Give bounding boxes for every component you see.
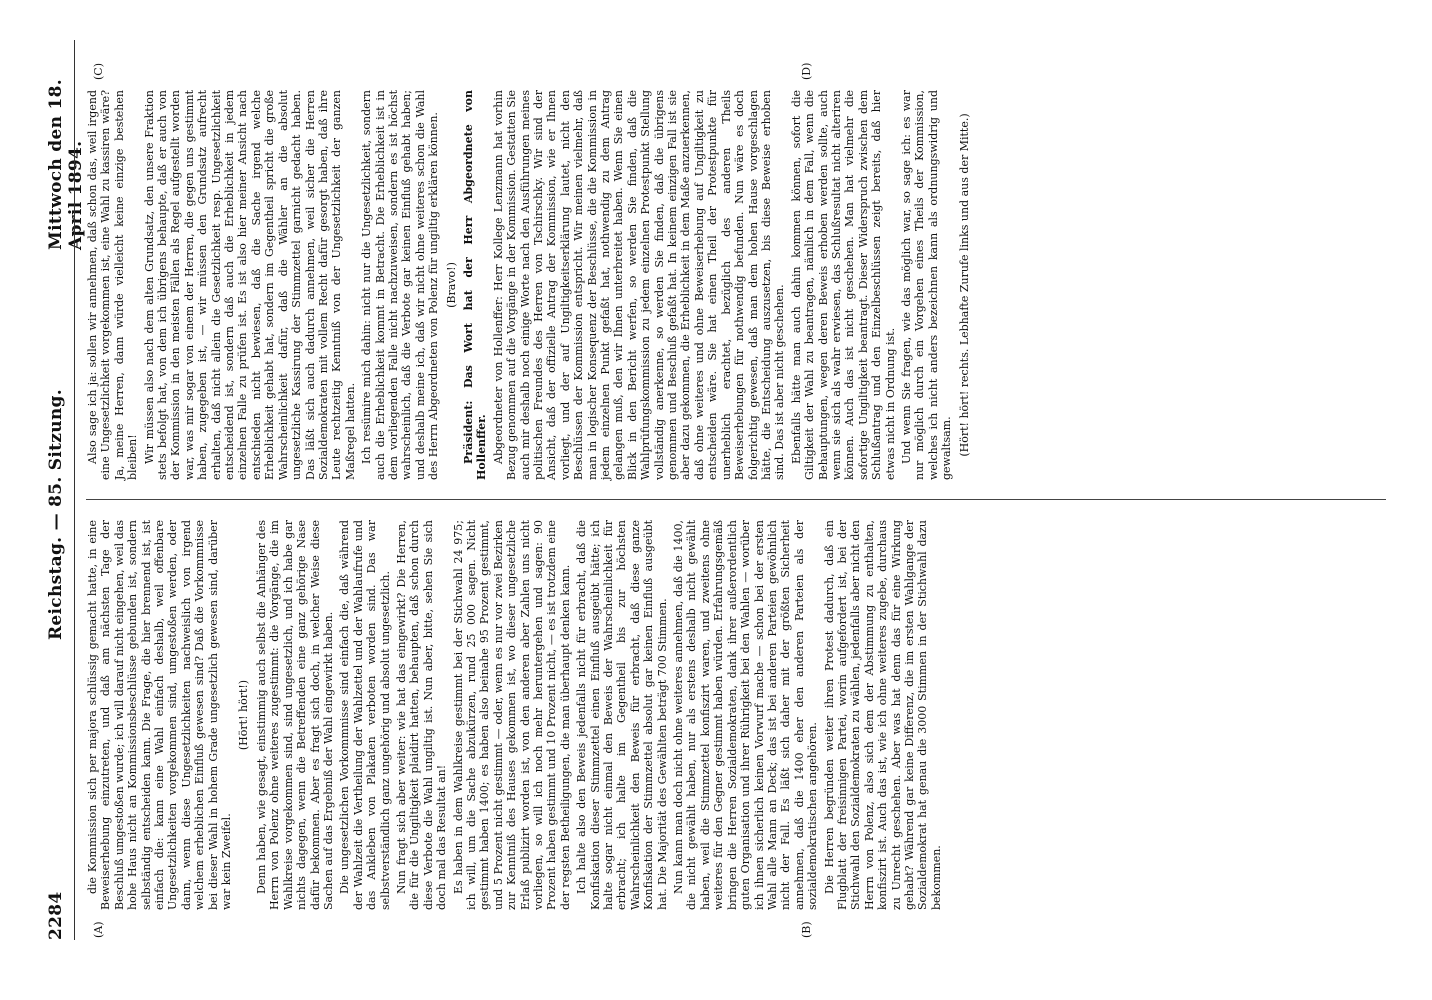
president-remark: Präsident: Das Wort hat der Herr Abgeordnete von Hollenffer.: [461, 90, 489, 480]
paragraph: Die Herren begründen weiter ihren Protest dadurch, daß ein Flugblatt der freisinnigen Partei, worin aufgefordert ist, bei der Stichwahl den Sozialdemokraten zu wählen, jedenfalls aber nicht den Herrn von Polenz, also sich dem der Abstimmung zu enthalten, konfiszirt ist. Auch das ist, wie ich ohne weiteres zugebe, durchaus zu Unrecht geschehen. Aber was hat denn das für eine Wirkung gehabt? Während gar keine Differenz, die im ersten Wahlgange der Sozialdemokrat hat genau die 3000 Stimmen in der Stichwahl dazu bekommen.: [822, 520, 943, 910]
paragraph: die Kommission sich per majora schlüssig gemacht hatte, in eine Beweiserhebung einzutreten, und daß am nächsten Tage der Beschluß umgestoßen wurde; ich will darauf nicht eingehen, weil das hohe Haus nicht an Kommissionsbeschlüsse gebunden ist, sondern selbständig entscheiden kann. Die Frage, die hier brennend ist, ist einfach die: kann eine Wahl einfach deshalb, weil offenbare Ungesetzlichkeiten vorgekommen sind, umgestoßen werden, oder dann, wenn diese Ungesetzlichkeiten nachweislich von irgend welchem erheblichen Einfluß gewesen sind? Daß die Vorkommnisse bei dieser Wahl in hohem Grade ungesetzlich gewesen sind, darüber war kein Zweifel.: [86, 520, 234, 910]
paragraph: Ich halte also den Beweis jedenfalls nicht für erbracht, daß die Konfiskation dieser Stimmzettel einen Einfluß ausgeübt hätte; ich halte sogar nicht einmal den Beweis der Wahrscheinlichkeit für erbracht; ich halte im Gegentheil bis zur höchsten Wahrscheinlichkeit den Beweis für erbracht, daß diese ganze Konfiskation der Stimmzettel absolut gar keinen Einfluß ausgeübt hat. Die Majorität des Gewählten beträgt 700 Stimmen.: [575, 520, 669, 910]
paragraph: Nun fragt sich aber weiter: wie hat das eingewirkt? Die Herren, die für die Ungiltigkeit plaidirt hatten, behaupten, daß schon durch diese Verbote die Wahl ungiltig ist. Nun aber, bitte, sehen Sie sich doch mal das Resultat an!: [394, 520, 449, 910]
right-column: [86, 90, 975, 480]
page-header: [40, 40, 86, 940]
paragraph: Es haben in dem Wahlkreise gestimmt bei der Stichwahl 24 975; ich will, um die Sache abzukürzen, rund 25 000 sagen. Nicht gestimmt haben 1400; es haben also beinahe 95 Prozent gestimmt, und 5 Prozent nicht gestimmt — oder, wenn es nur vor zwei Bezirken zur Kenntniß des Hauses gekommen ist, wo dieser ungesetzliche Erlaß publizirt worden ist, von den anderen aber Zahlen uns nicht vorliegen, so will ich noch mehr heruntergehen und sagen: 90 Prozent haben gestimmt und 10 Prozent nicht, — es ist trotzdem eine der regsten Betheiligungen, die man überhaupt denken kann.: [451, 520, 572, 910]
column-divider: [86, 499, 1386, 500]
speech-paragraph: Abgeordneter von Hollenffer: Herr Kollege Lenzmann hat vorhin Bezug genommen auf die Vorgänge in der Kommission. Gestatten Sie auch mir deshalb noch einige Worte nach den Ausführungen meines politischen Freundes des Herren von Tschirschky. Wir sind der Ansicht, daß der offizielle Antrag der Kommission, wie er Ihnen vorliegt, und der auf Ungiltigkeitserklärung lautet, nicht den Beschlüssen der Kommission entspricht. Wir meinen vielmehr, daß man in logischer Konsequenz der Beschlüsse, die die Kommission in jedem einzelnen Punkt gefaßt hat, nothwendig zu dem Antrag gelangen muß, den wir Ihnen unterbreitet haben. Wenn Sie einen Blick in den Bericht werfen, so werden Sie finden, daß die Wahlprüfungskommission zu jedem einzelnen Protestpunkt Stellung vollständig anerkenne, so werden Sie finden, daß die übrigens genommen und Beschluß gefaßt hat. In keinem einzigen Fall ist sie aber dazu gekommen, die Erheblichkeit in dem Maße anzuerkennen, daß ohne weiteres und ohne Beweiserhebung auf Ungiltigkeit zu entscheiden wäre. Sie hat einen Theil der Protestpunkte für unerheblich erachtet, bezüglich des anderen Theils Beweiserhebungen für nothwendig befunden. Nun wäre es doch folgerichtig gewesen, daß man dem hohen Hause vorgeschlagen hätte, die Entscheidung auszusetzen, bis diese Beweise erhoben sind. Das ist aber nicht geschehen.: [491, 90, 787, 480]
page-number: 2284: [46, 891, 66, 940]
paragraph: Wir müssen also nach dem alten Grundsatz, den unsere Fraktion stets befolgt hat, von dem ich übrigens behaupte, daß er auch von der Kommission in den meisten Fällen als Regel aufgestellt worden war, was mir sogar von einem der Herren, die gegen uns gestimmt haben, zugegeben ist, — wir müssen den Grundsatz aufrecht erhalten, daß nicht allein die Gesetzlichkeit resp. Ungesetzlichkeit entscheidend ist, sondern daß auch die Erheblichkeit in jedem einzelnen Falle zu prüfen ist. Es ist also hier meiner Ansicht nach entschieden nicht bewiesen, daß die Sache irgend welche Erheblichkeit gehabt hat, sondern im Gegentheil spricht die große Wahrscheinlichkeit dafür, daß die Wähler an die absolut ungesetzliche Kassirung der Stimmzettel garnicht gedacht haben. Das läßt sich auch dadurch annehmen, weil sicher die Herren Sozialdemokraten mit vollem Recht dafür gesorgt haben, daß ihre Leute rechtzeitig Kenntniß von der Ungesetzlichkeit der ganzen Maßregel hatten.: [142, 90, 357, 480]
digitization-credit: [1100, 20, 1120, 980]
margin-mark-b: (B): [800, 921, 813, 938]
interjection: (Bravo!): [444, 262, 458, 308]
paragraph: Ich resümire mich dahin: nicht nur die Ungesetzlichkeit, sondern auch die Erheblichkeit kommt in Betracht. Die Erheblichkeit ist in dem vorliegenden Falle nicht nachzuweisen, sondern es ist höchst wahrscheinlich, daß die Verbote gar keinen Einfluß gehabt haben; und deshalb meine ich, daß wir nicht ohne weiteres schon die Wahl des Herrn Abgeordneten von Polenz für ungiltig erklären können.: [360, 90, 441, 480]
paragraph: Denn haben, wie gesagt, einstimmig auch selbst die Anhänger des Herrn von Polenz ohne weiteres zugestimmt: die Vorgänge, die im Wahlkreise vorgekommen sind, sind ungesetzlich, und ich habe gar nichts dagegen, wenn die Betreffenden eine ganz gehörige Nase dafür bekommen. Aber es fragt sich doch, in welcher Weise diese Sachen auf das Ergebniß der Wahl eingewirkt haben.: [254, 520, 335, 910]
paragraph: Nun kann man doch nicht ohne weiteres annehmen, daß die 1400, die nicht gewählt haben, nur als erstens deshalb nicht gewählt haben, weil die Stimmzettel konfiszirt waren, und zweitens ohne weiteres für den Gegner gestimmt haben würden. Erfahrungsgemäß bringen die Herren Sozialdemokraten, dank ihrer außerordentlich guten Organisation und ihrer Rührigkeit bei den Wahlen — worüber ich ihnen sicherlich keinen Vorwurf mache — schon bei der ersten Wahl alle Mann an Deck; das ist bei anderen Parteien gewöhnlich nicht der Fall. Es läßt sich daher mit der größten Sicherheit annehmen, daß die 1400 eher den anderen Parteien als der sozialdemokratischen angehören.: [672, 520, 820, 910]
left-column: [86, 520, 946, 910]
margin-mark-d: (D): [800, 62, 813, 80]
margin-mark-a: (A): [92, 921, 105, 938]
session-date: Mittwoch den 18. April 1894.: [46, 79, 86, 250]
session-title: Reichstag. — 85. Sitzung.: [46, 389, 66, 640]
interjection: (Hört! hört! rechts. Lebhafte Zurufe links und aus der Mitte.): [957, 113, 971, 457]
header-rule: [74, 40, 75, 940]
paragraph: Und wenn Sie fragen, wie das möglich war, so sage ich: es war nur möglich durch ein Vorgehen eines Theils der Kommission, welches ich nicht anders bezeichnen kann als ordnungswidrig und gewaltsam.: [899, 90, 954, 480]
paragraph: Ebenfalls hätte man auch dahin kommen können, sofort die Giltigkeit der Wahl zu beantragen, nämlich in dem Fall, wenn die Behauptungen, wegen deren Beweis erhoben werden sollte, auch wenn sie sich als wahr erwiesen, das Schlußresultat nicht alteriren können. Auch das ist nicht geschehen. Man hat vielmehr die sofortige Ungiltigkeit beantragt. Dieser Widerspruch zwischen dem Schlußantrag und den Einzelbeschlüssen zeigt bereits, daß hier etwas nicht in Ordnung ist.: [789, 90, 897, 480]
interjection: (Hört! hört!): [237, 679, 251, 751]
margin-mark-c: (C): [92, 63, 105, 80]
paragraph: Also sage ich ja: sollen wir annehmen, daß schon das, weil irgend eine Ungesetzlichkeit vorgekommen ist, eine Wahl zu kassiren wäre? Ja, meine Herren, dann würde vielleicht keine einzige bestehen bleiben!: [86, 90, 140, 480]
paragraph: Die ungesetzlichen Vorkommnisse sind einfach die, daß während der Wahlzeit die Vertheilung der Wahlzettel und der Wahlaufrufe und das Ankleben von Plakaten verboten worden sind. Das war selbstverständlich ganz ungehörig und absolut ungesetzlich.: [338, 520, 392, 910]
